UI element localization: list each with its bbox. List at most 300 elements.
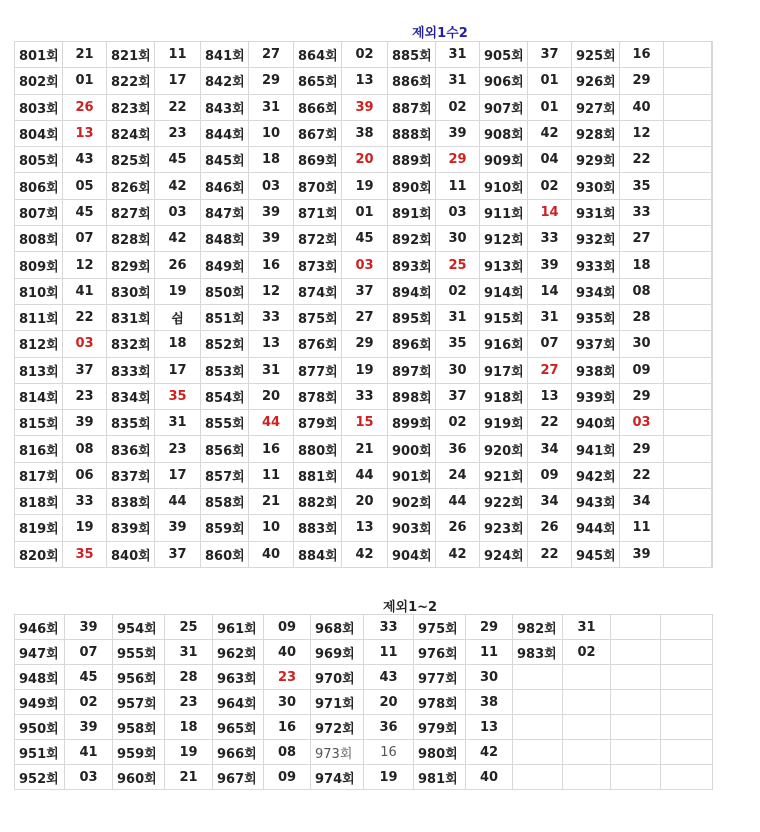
number-cell: 01 xyxy=(342,199,388,225)
round-cell: 887회 xyxy=(388,94,436,120)
number-cell: 42 xyxy=(342,541,388,567)
round-cell: 938회 xyxy=(572,357,620,383)
number-cell: 31 xyxy=(249,94,294,120)
table-row xyxy=(15,226,713,252)
round-cell: 927회 xyxy=(572,94,620,120)
round-cell xyxy=(664,42,712,68)
number-cell xyxy=(712,120,713,146)
round-cell: 956회 xyxy=(113,665,165,690)
round-cell: 822회 xyxy=(107,68,155,94)
round-cell: 934회 xyxy=(572,278,620,304)
round-cell: 949회 xyxy=(15,690,65,715)
round-cell: 916회 xyxy=(480,331,528,357)
number-cell: 30 xyxy=(436,226,480,252)
number-cell: 16 xyxy=(249,252,294,278)
number-cell: 41 xyxy=(65,740,113,765)
number-cell: 06 xyxy=(63,462,107,488)
round-cell: 963회 xyxy=(213,665,264,690)
table1-title: 제외1수2 xyxy=(412,26,468,41)
round-cell: 901회 xyxy=(388,462,436,488)
table-row xyxy=(15,665,713,690)
draw-results-table-1 xyxy=(14,41,713,568)
number-cell: 17 xyxy=(155,357,201,383)
number-cell: 36 xyxy=(436,436,480,462)
number-cell: 28 xyxy=(165,665,213,690)
round-cell: 843회 xyxy=(201,94,249,120)
number-cell: 12 xyxy=(63,252,107,278)
round-cell: 853회 xyxy=(201,357,249,383)
table-row xyxy=(15,765,713,790)
number-cell xyxy=(712,304,713,330)
round-cell: 981회 xyxy=(414,765,466,790)
number-cell: 27 xyxy=(528,357,572,383)
number-cell: 02 xyxy=(436,278,480,304)
round-cell: 886회 xyxy=(388,68,436,94)
round-cell: 818회 xyxy=(15,489,63,515)
number-cell: 13 xyxy=(528,383,572,409)
number-cell xyxy=(661,615,713,640)
round-cell: 970회 xyxy=(311,665,364,690)
round-cell: 962회 xyxy=(213,640,264,665)
round-cell: 817회 xyxy=(15,462,63,488)
round-cell: 844회 xyxy=(201,120,249,146)
round-cell: 976회 xyxy=(414,640,466,665)
number-cell: 25 xyxy=(436,252,480,278)
number-cell: 29 xyxy=(620,68,664,94)
table-row xyxy=(15,68,713,94)
round-cell: 855회 xyxy=(201,410,249,436)
round-cell: 859회 xyxy=(201,515,249,541)
number-cell: 02 xyxy=(528,173,572,199)
table-row xyxy=(15,715,713,740)
number-cell: 11 xyxy=(249,462,294,488)
number-cell xyxy=(563,765,611,790)
round-cell: 839회 xyxy=(107,515,155,541)
round-cell: 924회 xyxy=(480,541,528,567)
number-cell xyxy=(712,226,713,252)
round-cell: 982회 xyxy=(513,615,563,640)
number-cell: 42 xyxy=(436,541,480,567)
number-cell: 41 xyxy=(63,278,107,304)
round-cell: 896회 xyxy=(388,331,436,357)
round-cell xyxy=(664,94,712,120)
round-cell: 816회 xyxy=(15,436,63,462)
round-cell: 960회 xyxy=(113,765,165,790)
number-cell: 44 xyxy=(436,489,480,515)
table-row xyxy=(15,147,713,173)
round-cell: 821회 xyxy=(107,42,155,68)
round-cell: 914회 xyxy=(480,278,528,304)
round-cell xyxy=(611,640,661,665)
number-cell: 29 xyxy=(620,383,664,409)
round-cell: 895회 xyxy=(388,304,436,330)
number-cell: 03 xyxy=(63,331,107,357)
number-cell: 22 xyxy=(155,94,201,120)
round-cell: 929회 xyxy=(572,147,620,173)
table-row xyxy=(15,357,713,383)
number-cell: 10 xyxy=(249,120,294,146)
number-cell: 37 xyxy=(155,541,201,567)
number-cell: 31 xyxy=(436,304,480,330)
number-cell xyxy=(661,640,713,665)
number-cell: 27 xyxy=(342,304,388,330)
table-row xyxy=(15,690,713,715)
round-cell: 804회 xyxy=(15,120,63,146)
number-cell: 27 xyxy=(620,226,664,252)
round-cell: 883회 xyxy=(294,515,342,541)
number-cell: 45 xyxy=(342,226,388,252)
round-cell: 978회 xyxy=(414,690,466,715)
round-cell: 829회 xyxy=(107,252,155,278)
round-cell: 840회 xyxy=(107,541,155,567)
table-row xyxy=(15,383,713,409)
round-cell: 869회 xyxy=(294,147,342,173)
round-cell: 810회 xyxy=(15,278,63,304)
number-cell: 23 xyxy=(63,383,107,409)
round-cell: 807회 xyxy=(15,199,63,225)
number-cell: 29 xyxy=(466,615,513,640)
round-cell: 889회 xyxy=(388,147,436,173)
number-cell xyxy=(712,278,713,304)
number-cell: 30 xyxy=(264,690,311,715)
round-cell: 876회 xyxy=(294,331,342,357)
number-cell: 09 xyxy=(264,615,311,640)
number-cell: 22 xyxy=(620,462,664,488)
number-cell xyxy=(712,68,713,94)
round-cell: 957회 xyxy=(113,690,165,715)
number-cell: 03 xyxy=(155,199,201,225)
round-cell: 801회 xyxy=(15,42,63,68)
table-row xyxy=(15,436,713,462)
round-cell: 920회 xyxy=(480,436,528,462)
number-cell: 08 xyxy=(264,740,311,765)
round-cell xyxy=(513,740,563,765)
number-cell: 11 xyxy=(466,640,513,665)
round-cell xyxy=(611,665,661,690)
round-cell: 905회 xyxy=(480,42,528,68)
number-cell: 23 xyxy=(155,120,201,146)
round-cell: 942회 xyxy=(572,462,620,488)
round-cell: 811회 xyxy=(15,304,63,330)
number-cell: 21 xyxy=(342,436,388,462)
number-cell: 11 xyxy=(364,640,414,665)
number-cell: 35 xyxy=(620,173,664,199)
number-cell: 09 xyxy=(528,462,572,488)
number-cell: 33 xyxy=(620,199,664,225)
table-row xyxy=(15,173,713,199)
number-cell: 40 xyxy=(264,640,311,665)
number-cell: 31 xyxy=(165,640,213,665)
number-cell: 01 xyxy=(528,68,572,94)
number-cell: 39 xyxy=(63,410,107,436)
round-cell: 882회 xyxy=(294,489,342,515)
number-cell: 37 xyxy=(63,357,107,383)
round-cell: 958회 xyxy=(113,715,165,740)
round-cell xyxy=(513,665,563,690)
table-row xyxy=(15,199,713,225)
round-cell xyxy=(513,690,563,715)
round-cell xyxy=(611,715,661,740)
round-cell: 881회 xyxy=(294,462,342,488)
round-cell: 877회 xyxy=(294,357,342,383)
round-cell: 935회 xyxy=(572,304,620,330)
round-cell: 897회 xyxy=(388,357,436,383)
number-cell: 22 xyxy=(63,304,107,330)
round-cell: 903회 xyxy=(388,515,436,541)
number-cell: 39 xyxy=(249,199,294,225)
round-cell: 980회 xyxy=(414,740,466,765)
round-cell: 900회 xyxy=(388,436,436,462)
number-cell: 38 xyxy=(466,690,513,715)
round-cell: 848회 xyxy=(201,226,249,252)
round-cell: 922회 xyxy=(480,489,528,515)
number-cell: 07 xyxy=(63,226,107,252)
round-cell: 961회 xyxy=(213,615,264,640)
round-cell xyxy=(664,226,712,252)
round-cell: 867회 xyxy=(294,120,342,146)
round-cell: 845회 xyxy=(201,147,249,173)
number-cell: 21 xyxy=(165,765,213,790)
round-cell: 870회 xyxy=(294,173,342,199)
round-cell xyxy=(664,515,712,541)
number-cell: 02 xyxy=(436,94,480,120)
round-cell: 879회 xyxy=(294,410,342,436)
number-cell: 12 xyxy=(249,278,294,304)
number-cell xyxy=(712,252,713,278)
round-cell: 820회 xyxy=(15,541,63,567)
number-cell: 07 xyxy=(65,640,113,665)
number-cell: 29 xyxy=(249,68,294,94)
round-cell: 828회 xyxy=(107,226,155,252)
number-cell: 20 xyxy=(364,690,414,715)
round-cell: 951회 xyxy=(15,740,65,765)
round-cell: 871회 xyxy=(294,199,342,225)
round-cell: 809회 xyxy=(15,252,63,278)
round-cell: 819회 xyxy=(15,515,63,541)
round-cell: 930회 xyxy=(572,173,620,199)
round-cell: 983회 xyxy=(513,640,563,665)
round-cell: 966회 xyxy=(213,740,264,765)
round-cell: 893회 xyxy=(388,252,436,278)
round-cell: 971회 xyxy=(311,690,364,715)
round-cell: 836회 xyxy=(107,436,155,462)
round-cell: 890회 xyxy=(388,173,436,199)
number-cell: 19 xyxy=(155,278,201,304)
round-cell: 912회 xyxy=(480,226,528,252)
round-cell: 865회 xyxy=(294,68,342,94)
number-cell xyxy=(712,410,713,436)
round-cell: 823회 xyxy=(107,94,155,120)
round-cell: 950회 xyxy=(15,715,65,740)
table2-title: 제외1~2 xyxy=(383,600,438,615)
number-cell xyxy=(563,690,611,715)
round-cell: 955회 xyxy=(113,640,165,665)
round-cell: 944회 xyxy=(572,515,620,541)
round-cell: 826회 xyxy=(107,173,155,199)
number-cell: 17 xyxy=(155,462,201,488)
number-cell: 14 xyxy=(528,278,572,304)
table-row xyxy=(15,541,713,567)
number-cell: 11 xyxy=(436,173,480,199)
round-cell: 847회 xyxy=(201,199,249,225)
round-cell xyxy=(664,252,712,278)
round-cell: 813회 xyxy=(15,357,63,383)
number-cell: 39 xyxy=(249,226,294,252)
round-cell xyxy=(611,740,661,765)
number-cell: 09 xyxy=(264,765,311,790)
number-cell: 44 xyxy=(155,489,201,515)
number-cell: 26 xyxy=(436,515,480,541)
round-cell xyxy=(611,615,661,640)
round-cell: 891회 xyxy=(388,199,436,225)
number-cell: 29 xyxy=(342,331,388,357)
table-row xyxy=(15,515,713,541)
number-cell: 16 xyxy=(364,740,414,765)
round-cell: 899회 xyxy=(388,410,436,436)
number-cell: 33 xyxy=(249,304,294,330)
round-cell: 940회 xyxy=(572,410,620,436)
table-row xyxy=(15,331,713,357)
round-cell xyxy=(664,304,712,330)
round-cell: 975회 xyxy=(414,615,466,640)
round-cell: 873회 xyxy=(294,252,342,278)
round-cell: 815회 xyxy=(15,410,63,436)
round-cell: 908회 xyxy=(480,120,528,146)
round-cell: 856회 xyxy=(201,436,249,462)
number-cell: 14 xyxy=(528,199,572,225)
number-cell: 쉼 xyxy=(155,304,201,330)
number-cell: 12 xyxy=(620,120,664,146)
number-cell: 19 xyxy=(165,740,213,765)
number-cell: 39 xyxy=(65,615,113,640)
round-cell: 875회 xyxy=(294,304,342,330)
round-cell: 849회 xyxy=(201,252,249,278)
number-cell: 33 xyxy=(364,615,414,640)
round-cell: 915회 xyxy=(480,304,528,330)
round-cell: 917회 xyxy=(480,357,528,383)
number-cell: 16 xyxy=(620,42,664,68)
round-cell: 841회 xyxy=(201,42,249,68)
round-cell: 972회 xyxy=(311,715,364,740)
round-cell: 832회 xyxy=(107,331,155,357)
number-cell: 43 xyxy=(364,665,414,690)
round-cell: 805회 xyxy=(15,147,63,173)
number-cell: 44 xyxy=(249,410,294,436)
number-cell xyxy=(712,357,713,383)
table-row xyxy=(15,615,713,640)
round-cell: 803회 xyxy=(15,94,63,120)
number-cell: 37 xyxy=(528,42,572,68)
number-cell: 33 xyxy=(528,226,572,252)
number-cell: 02 xyxy=(65,690,113,715)
number-cell: 45 xyxy=(155,147,201,173)
round-cell xyxy=(664,436,712,462)
round-cell xyxy=(664,147,712,173)
round-cell: 878회 xyxy=(294,383,342,409)
number-cell: 42 xyxy=(155,173,201,199)
round-cell: 907회 xyxy=(480,94,528,120)
round-cell: 854회 xyxy=(201,383,249,409)
number-cell: 39 xyxy=(155,515,201,541)
round-cell xyxy=(664,383,712,409)
round-cell: 858회 xyxy=(201,489,249,515)
number-cell: 26 xyxy=(155,252,201,278)
number-cell: 28 xyxy=(620,304,664,330)
round-cell: 825회 xyxy=(107,147,155,173)
round-cell xyxy=(664,410,712,436)
number-cell xyxy=(712,173,713,199)
table-row xyxy=(15,489,713,515)
round-cell: 906회 xyxy=(480,68,528,94)
number-cell: 42 xyxy=(528,120,572,146)
round-cell: 964회 xyxy=(213,690,264,715)
number-cell: 24 xyxy=(436,462,480,488)
number-cell: 30 xyxy=(620,331,664,357)
round-cell: 913회 xyxy=(480,252,528,278)
number-cell: 16 xyxy=(264,715,311,740)
round-cell: 910회 xyxy=(480,173,528,199)
number-cell: 36 xyxy=(364,715,414,740)
number-cell: 34 xyxy=(620,489,664,515)
number-cell xyxy=(712,489,713,515)
number-cell: 19 xyxy=(364,765,414,790)
number-cell: 20 xyxy=(249,383,294,409)
round-cell: 973회 xyxy=(311,740,364,765)
round-cell: 833회 xyxy=(107,357,155,383)
round-cell: 880회 xyxy=(294,436,342,462)
number-cell: 35 xyxy=(436,331,480,357)
number-cell: 33 xyxy=(342,383,388,409)
round-cell: 954회 xyxy=(113,615,165,640)
number-cell: 45 xyxy=(63,199,107,225)
number-cell xyxy=(712,383,713,409)
table-row xyxy=(15,252,713,278)
round-cell: 977회 xyxy=(414,665,466,690)
round-cell xyxy=(664,199,712,225)
number-cell: 04 xyxy=(528,147,572,173)
round-cell: 808회 xyxy=(15,226,63,252)
number-cell: 40 xyxy=(620,94,664,120)
number-cell: 29 xyxy=(620,436,664,462)
number-cell: 01 xyxy=(528,94,572,120)
number-cell: 40 xyxy=(249,541,294,567)
number-cell: 31 xyxy=(249,357,294,383)
number-cell: 02 xyxy=(563,640,611,665)
number-cell: 03 xyxy=(342,252,388,278)
number-cell xyxy=(661,665,713,690)
number-cell xyxy=(563,740,611,765)
number-cell: 21 xyxy=(249,489,294,515)
number-cell: 17 xyxy=(155,68,201,94)
round-cell xyxy=(664,489,712,515)
round-cell: 959회 xyxy=(113,740,165,765)
round-cell: 969회 xyxy=(311,640,364,665)
round-cell: 902회 xyxy=(388,489,436,515)
round-cell xyxy=(664,357,712,383)
number-cell: 42 xyxy=(155,226,201,252)
number-cell: 18 xyxy=(249,147,294,173)
number-cell: 31 xyxy=(155,410,201,436)
round-cell: 888회 xyxy=(388,120,436,146)
number-cell: 11 xyxy=(155,42,201,68)
round-cell xyxy=(664,541,712,567)
number-cell: 13 xyxy=(466,715,513,740)
number-cell: 31 xyxy=(528,304,572,330)
number-cell: 23 xyxy=(165,690,213,715)
round-cell: 837회 xyxy=(107,462,155,488)
draw-results-table-2 xyxy=(14,614,713,790)
number-cell: 09 xyxy=(620,357,664,383)
